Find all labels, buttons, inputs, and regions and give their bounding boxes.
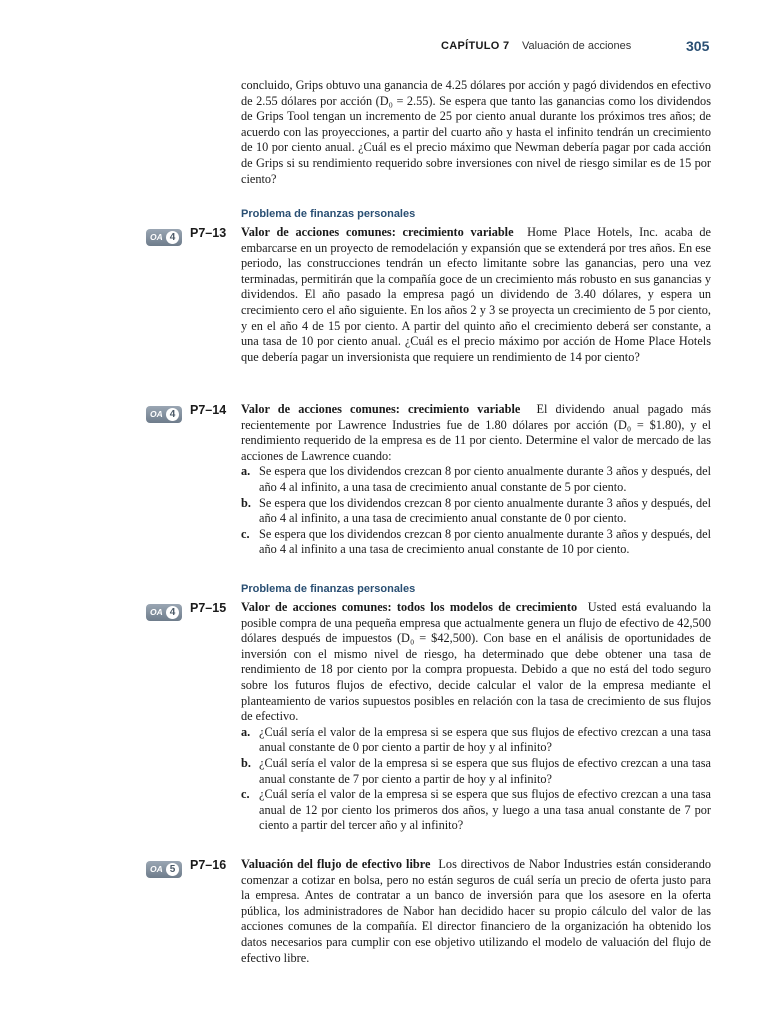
item-label: a. xyxy=(241,724,251,739)
section-label-personal-finance: Problema de finanzas personales xyxy=(241,583,416,595)
item-text: Se espera que los dividendos crezcan 8 por ciento anualmente durante 3 años y después, del año 4 al infinito a una tasa de crecimiento anual constante de 10 por ciento. xyxy=(259,526,711,557)
list-item xyxy=(241,725,711,756)
item-text: ¿Cuál sería el valor de la empresa si se espera que sus flujos de efectivo crezcan a una tasa anual constante de 7 por ciento a partir de hoy y al infinito? xyxy=(259,755,711,786)
problem-p7-13 xyxy=(241,225,711,365)
problem-p7-16 xyxy=(241,857,711,966)
item-text: Se espera que los dividendos crezcan 8 por ciento anualmente durante 3 años y después, del año 4 al infinito, a una tasa de crecimiento anual constante de 0 por ciento. xyxy=(259,495,711,526)
problem-number: P7–15 xyxy=(190,601,227,615)
problem-body: Home Place Hotels, Inc. acaba de embarcarse en un proyecto de remodelación y expansión que se extenderá por tres años. En ese periodo, las construcciones tendrán un efecto limitante sobre las ganancias, pero una vez terminadas, permitirán que la compañía goce de un crecimiento más robusto en sus ganancias y dividendos. El año pasado la empresa pagó un dividendo de 3.40 dólares, y espera un crecimiento cero el año siguiente. En los años 2 y 3 se proyecta un crecimiento de 5 por ciento, y en el año 4 de 15 por ciento. A partir del quinto año el crecimiento deberá ser constante, a una tasa de 10 por ciento anual. ¿Cuál es el precio máximo por acción de Home Place Hotels que debería pagar un inversionista que requiere un rendimiento de 14 por ciento? xyxy=(241,225,712,364)
section-label-personal-finance: Problema de finanzas personales xyxy=(241,208,416,220)
problem-text xyxy=(241,857,711,966)
list-item xyxy=(241,496,711,527)
problem-title: Valor de acciones comunes: todos los modelos de crecimiento xyxy=(241,600,578,614)
oa-text: OA xyxy=(150,607,163,617)
oa-text: OA xyxy=(150,232,163,242)
problem-body: El dividendo anual pagado más recientemente por Lawrence Industries fue de 1.80 dólares por acción (D₀ = $1.80), y el rendimiento requerido de la empresa es de 11 por ciento. Determine el valor de mercado de las acciones de Lawrence cuando: xyxy=(241,402,711,463)
item-label: a. xyxy=(241,464,251,479)
problem-number: P7–14 xyxy=(190,403,227,417)
item-text: ¿Cuál sería el valor de la empresa si se espera que sus flujos de efectivo crezcan a una tasa anual de 12 por ciento los primeros dos años, y luego a una tasa anual constante de 7 por ciento a partir del tercer año y al infinito? xyxy=(259,787,711,833)
list-item xyxy=(241,756,711,787)
list-item xyxy=(241,527,711,558)
problem-title: Valuación del flujo de efectivo libre xyxy=(241,857,431,871)
problem-text xyxy=(241,225,711,365)
item-label: c. xyxy=(241,787,250,802)
problem-items xyxy=(241,725,711,834)
problem-p7-15 xyxy=(241,600,711,834)
problem-body: Los directivos de Nabor Industries están considerando comenzar a cotizar en bolsa, pero no están seguros de cuál sería un precio de oferta justo para la empresa. Antes de contratar a un banco de inversión para que los asesore en la oferta pública, los administradores de Nabor han decidido hacer su propio cálculo del valor de las acciones comunes de la compañía. El director financiero de la organización ha obtenido los datos necesarios para cumplir con ese objetivo utilizando el modelo de valuación del flujo de efectivo libre. xyxy=(241,857,711,965)
list-item xyxy=(241,787,711,834)
oa-number: 5 xyxy=(166,863,179,876)
learning-objective-badge xyxy=(146,604,182,621)
item-text: ¿Cuál sería el valor de la empresa si se espera que sus flujos de efectivo crezcan a una tasa anual constante de 0 por ciento a partir de hoy y al infinito? xyxy=(259,724,711,755)
problem-body: Usted está evaluando la posible compra de una pequeña empresa que actualmente genera un flujo de efectivo de 42,500 dólares después de impuestos (D₀ = $42,500). Con base en el análisis de oportunidades de inversión con el mismo nivel de riesgo, ha determinado que debe obtener una tasa de rendimiento de 18 por ciento por la compra propuesta. Debido a que no está del todo seguro sobre los futuros flujos de efectivo, decide calcular el valor de la empresa mediante el planteamiento de varios supuestos posibles en relación con la tasa de crecimiento de sus flujos de efectivo. xyxy=(241,600,711,724)
item-label: c. xyxy=(241,526,250,541)
intro-paragraph-block xyxy=(241,78,711,187)
oa-text: OA xyxy=(150,864,163,874)
oa-number: 4 xyxy=(166,606,179,619)
learning-objective-badge xyxy=(146,229,182,246)
problem-number: P7–16 xyxy=(190,858,227,872)
page-number: 305 xyxy=(686,38,710,54)
chapter-label: CAPÍTULO 7 xyxy=(441,40,510,52)
problem-number: P7–13 xyxy=(190,226,227,240)
problem-p7-14 xyxy=(241,402,711,558)
item-text: Se espera que los dividendos crezcan 8 por ciento anualmente durante 3 años y después, del año 4 al infinito, a una tasa de crecimiento anual constante de 5 por ciento. xyxy=(259,464,711,494)
list-item xyxy=(241,464,711,495)
item-label: b. xyxy=(241,495,251,510)
page-header xyxy=(0,38,768,58)
intro-paragraph: concluido, Grips obtuvo una ganancia de 4.25 dólares por acción y pagó dividendos en efectivo de 2.55 dólares por acción (D₀ = 2.55). Se espera que tanto las ganancias como los dividendos de Grips Tool tengan un incremento de 25 por ciento anual durante los próximos tres años; de acuerdo con las proyecciones, a partir del cuarto año y hasta el infinito tendrán un crecimiento de 10 por ciento anual. ¿Cuál es el precio máximo que Newman debería pagar por cada acción de Grips si su rendimiento requerido sobre inversiones con nivel de riesgo similar es de 15 por ciento? xyxy=(241,78,711,186)
oa-text: OA xyxy=(150,409,163,419)
problem-title: Valor de acciones comunes: crecimiento variable xyxy=(241,225,514,239)
problem-text xyxy=(241,600,711,725)
learning-objective-badge xyxy=(146,406,182,423)
oa-number: 4 xyxy=(166,231,179,244)
item-label: b. xyxy=(241,755,251,770)
problem-title: Valor de acciones comunes: crecimiento variable xyxy=(241,402,521,416)
chapter-title: Valuación de acciones xyxy=(522,40,632,52)
oa-number: 4 xyxy=(166,408,179,421)
learning-objective-badge xyxy=(146,861,182,878)
problem-text xyxy=(241,402,711,464)
problem-items xyxy=(241,464,711,558)
